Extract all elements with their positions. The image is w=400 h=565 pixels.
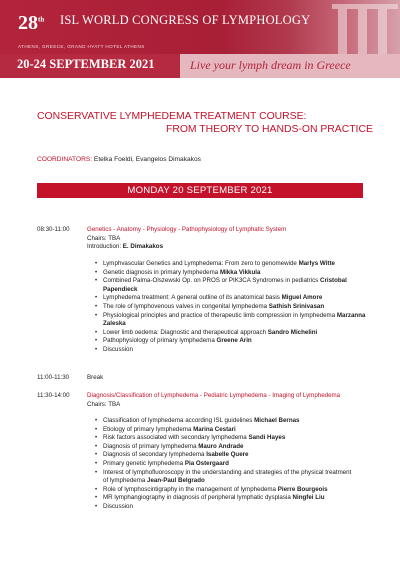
list-item-continuation: of lymphedema Jean-Paul Belgrado: [103, 477, 205, 485]
list-item: • Discussion: [95, 503, 351, 512]
venue-line: ATHENS, GREECE, GRAND HYATT HOTEL ATHENS: [18, 44, 145, 49]
list-item: • Combined Palma-Olszewski Op. on PROS or PIK3CA Syndromes in pediatrics Cristobal: [95, 277, 365, 286]
congress-tagline: Live your lymph dream in Greece: [190, 58, 351, 72]
coordinators-label: COORDINATORS:: [37, 156, 93, 163]
day-header: MONDAY 20 SEPTEMBER 2021: [37, 183, 363, 198]
congress-dates: 20-24 SEPTEMBER 2021: [17, 57, 155, 71]
break-time: 11:00-11:30: [37, 374, 70, 381]
session-chairs: Chairs: TBA: [87, 235, 121, 242]
list-item: • Risk factors associated with secondary lymphedema Sandi Hayes: [95, 434, 351, 443]
list-item: • Diagnosis of primary lymphedema Mauro Andrade: [95, 443, 351, 452]
list-item: • Interest of lymphofluoroscopy in the understanding and strategies of the physical treatment: [95, 469, 351, 478]
session-2-talks: [95, 417, 351, 512]
session-intro: Introduction: E. Dimakakos: [87, 243, 164, 250]
list-item-continuation: Papendieck: [103, 285, 138, 293]
list-item-continuation: Zaleska: [103, 320, 126, 328]
list-item: • Diagnosis of secondary lymphedema Isabelle Quere: [95, 451, 351, 460]
list-item: • MR lymphangiography in diagnosis of peripheral lymphatic dysplasia Ningfei Liu: [95, 494, 351, 503]
course-title-line1: CONSERVATIVE LYMPHEDEMA TREATMENT COURSE:: [37, 111, 307, 122]
course-title-line2: FROM THEORY TO HANDS-ON PRACTICE: [166, 124, 373, 135]
session-title: Genetics - Anatomy - Physiology - Pathophysiology of Lymphatic System: [87, 226, 287, 233]
session-title: Diagnosis/Classification of Lymphedema - Pediatric Lymphedema - Imaging of Lymphedema: [87, 392, 341, 399]
list-item: • Pathophysiology of primary lymphedema Greene Arin: [95, 337, 365, 346]
session-time: 11:30-14:00: [37, 392, 70, 399]
list-item: • Lower limb oedema: Diagnostic and therapeutical approach Sandro Michelini: [95, 329, 365, 338]
list-item: • Lymphedema treatment: A general outline of its anatomical basis Miguel Amore: [95, 294, 365, 303]
list-item: • Role of lymphoscintigraphy in the management of lymphedema Pierre Bourgeois: [95, 486, 351, 495]
session-chairs: Chairs: TBA: [87, 401, 121, 408]
coordinators-names: Etelka Foeldi, Evangelos Dimakakos: [93, 156, 201, 163]
list-item: • Genetic diagnosis in primary lymphedema Mikka Vikkula: [95, 269, 365, 278]
coordinators: [37, 156, 201, 163]
list-item: • The role of lymphovenous valves in congenital lymphedema Sathish Srinivasan: [95, 303, 365, 312]
break-label: Break: [87, 374, 104, 381]
session-1-talks: [95, 260, 365, 355]
list-item: • Etiology of primary lymphedema Marina Cestari: [95, 426, 351, 435]
list-item: • Discussion: [95, 346, 365, 355]
session-time: 08:30-11:00: [37, 226, 70, 233]
list-item: • Classification of lymphedema according ISL guidelines Michael Bernas: [95, 417, 351, 426]
list-item: • Lymphvascular Genetics and Lymphedema: From zero to genomewide Marlys Witte: [95, 260, 365, 269]
list-item: • Primary genetic lymphedema Pia Ostergaard: [95, 460, 351, 469]
congress-number-logo: 28th: [18, 12, 45, 34]
congress-banner: [0, 0, 400, 80]
congress-title: ISL WORLD CONGRESS OF LYMPHOLOGY: [60, 13, 311, 27]
caryatid-statue-icon: [330, 0, 400, 54]
list-item: • Physiological principles and practice of therapeutic limb compression in lymphedema Marzanna: [95, 312, 365, 321]
